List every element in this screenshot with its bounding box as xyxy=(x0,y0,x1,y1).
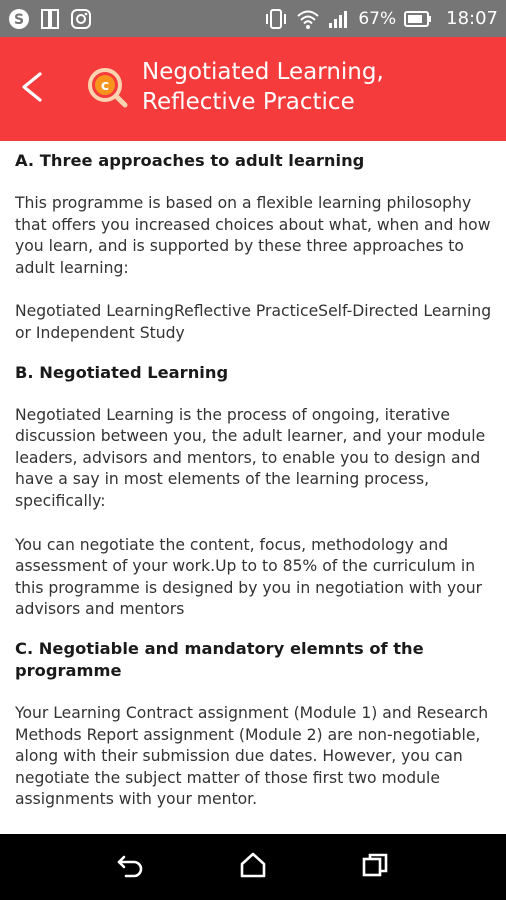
page-title-line2: Reflective Practice xyxy=(142,89,355,115)
back-arrow-icon xyxy=(14,92,54,111)
nav-back-button[interactable] xyxy=(113,849,149,885)
back-nav-icon xyxy=(116,851,146,883)
system-icons xyxy=(264,8,498,30)
page-title-line1: Negotiated Learning, xyxy=(142,59,384,85)
signal-icon xyxy=(328,9,350,29)
battery-icon xyxy=(404,11,432,27)
skype-icon xyxy=(8,8,30,30)
home-icon xyxy=(238,851,268,883)
page-title xyxy=(142,57,492,117)
clock: 18:07 xyxy=(446,8,498,29)
section-b-paragraph-2: You can negotiate the content, focus, methodology and assessment of your work.Up to to 85% of the curriculum in this programme is designed by you in negotiation with your advisors and mentors xyxy=(15,535,483,619)
navigation-bar xyxy=(0,834,506,900)
section-a-paragraph-1: This programme is based on a flexible learning philosophy that offers you increased choices about what, when and how you learn, and is supported by these three approaches to adult learning: xyxy=(15,194,491,277)
status-bar xyxy=(0,0,506,37)
section-b-heading: B. Negotiated Learning xyxy=(15,362,229,382)
notification-icons xyxy=(8,8,92,30)
section-b-paragraph-1: Negotiated Learning is the process of ongoing, iterative discussion between you, the adult learner, and your module leaders, advisors and mentors, to enable you to design and have a say in most elements of the learning process, specifically: xyxy=(15,405,486,510)
svg-text:c: c xyxy=(100,78,110,94)
svg-text:S: S xyxy=(13,11,25,28)
document-icon xyxy=(40,8,60,30)
app-logo-icon xyxy=(86,66,128,108)
wifi-icon xyxy=(296,8,320,30)
section-c-paragraph-1: Your Learning Contract assignment (Module 1) and Research Methods Report assignment (Module 2) are non-negotiable, along with their submission due dates. However, you can negotiate the subject matter of those first two module assignments with your mentor. xyxy=(15,703,489,809)
nav-home-button[interactable] xyxy=(235,849,271,885)
section-a-paragraph-2: Negotiated LearningReflective PracticeSelf-Directed Learning or Independent Study xyxy=(15,302,492,342)
article-content xyxy=(15,150,497,811)
recents-icon xyxy=(360,851,390,883)
vibrate-icon xyxy=(264,8,288,30)
battery-percent: 67% xyxy=(358,8,397,29)
section-c-heading: C. Negotiable and mandatory elemnts of the programme xyxy=(15,638,424,680)
app-bar xyxy=(0,37,506,141)
section-a-heading: A. Three approaches to adult learning xyxy=(15,151,365,170)
back-button[interactable] xyxy=(14,67,54,107)
nav-recents-button[interactable] xyxy=(357,849,393,885)
instagram-icon xyxy=(70,8,92,30)
